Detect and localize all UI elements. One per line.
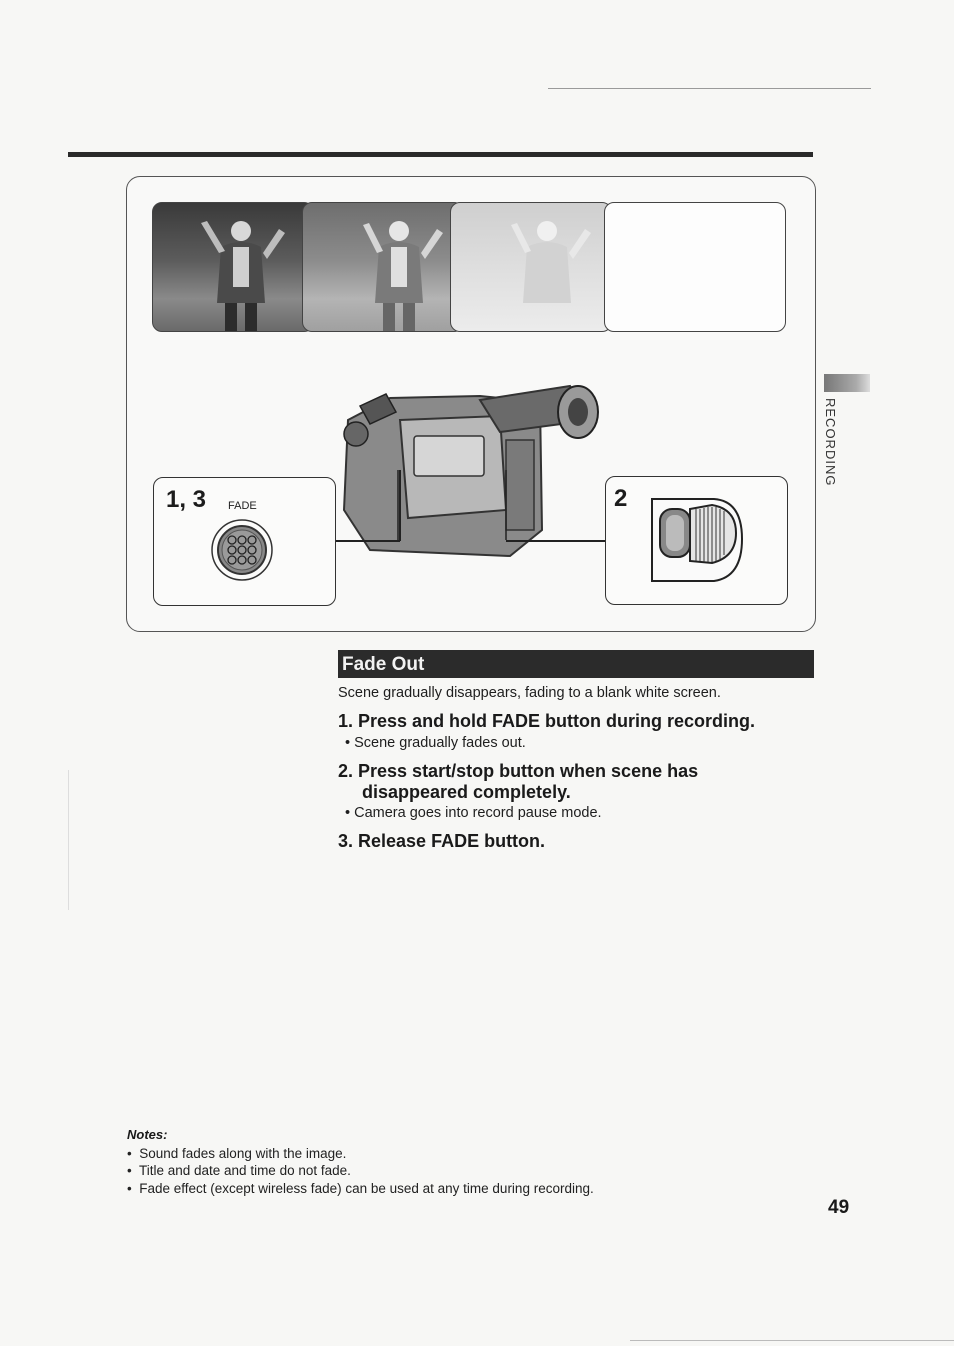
leader-line-fade-vertical	[399, 470, 401, 541]
step-1-heading: 1. Press and hold FADE button during recording.	[338, 711, 756, 731]
footer-rule	[630, 1340, 954, 1341]
leader-line-startstop	[506, 540, 606, 542]
step-2-heading-line2: disappeared completely.	[362, 782, 571, 802]
person-figure-icon	[153, 203, 313, 331]
fade-button-icon	[210, 518, 274, 582]
note-text: Sound fades along with the image.	[139, 1146, 347, 1161]
header-rule-thin	[548, 88, 871, 89]
margin-mark	[68, 770, 69, 910]
fade-button-label: FADE	[228, 500, 257, 512]
scene-frame-3	[450, 202, 612, 332]
fade-button-inset	[153, 477, 336, 606]
section-intro: Scene gradually disappears, fading to a blank white screen.	[338, 685, 721, 701]
note-item: • Sound fades along with the image.	[127, 1146, 347, 1161]
step-1-bullet: • Scene gradually fades out.	[345, 735, 526, 751]
step-2-bullet: • Camera goes into record pause mode.	[345, 805, 602, 821]
scene-frame-2	[302, 202, 464, 332]
person-figure-icon	[303, 203, 463, 331]
step-2-bullet-text: Camera goes into record pause mode.	[354, 805, 602, 821]
step-1-bullet-text: Scene gradually fades out.	[354, 735, 526, 751]
step-3-heading: 3. Release FADE button.	[338, 831, 546, 851]
notes-title: Notes:	[127, 1127, 168, 1142]
note-text: Title and date and time do not fade.	[138, 1163, 351, 1178]
leader-line-fade	[334, 540, 400, 542]
person-figure-icon	[451, 203, 611, 331]
step-label-2: 2	[614, 485, 628, 512]
section-title: Fade Out	[342, 654, 425, 675]
note-item: • Title and date and time do not fade.	[127, 1163, 351, 1178]
scene-frame-1	[152, 202, 314, 332]
step-label-1-3: 1, 3	[166, 486, 207, 513]
fade-sequence-strip	[152, 202, 786, 332]
scene-frame-blank	[604, 202, 786, 332]
camcorder-illustration	[330, 380, 610, 560]
header-rule-thick	[68, 152, 813, 157]
step-2-heading-line1: 2. Press start/stop button when scene has	[338, 761, 699, 781]
note-item: • Fade effect (except wireless fade) can be used at any time during recording.	[127, 1181, 594, 1196]
start-stop-button-inset	[605, 476, 788, 605]
start-stop-button-icon	[650, 495, 746, 585]
section-tab-marker	[824, 374, 870, 392]
sidebar-section-label: RECORDING	[823, 398, 838, 487]
note-text: Fade effect (except wireless fade) can be used at any time during recording.	[139, 1181, 594, 1196]
page-number: 49	[828, 1197, 850, 1218]
